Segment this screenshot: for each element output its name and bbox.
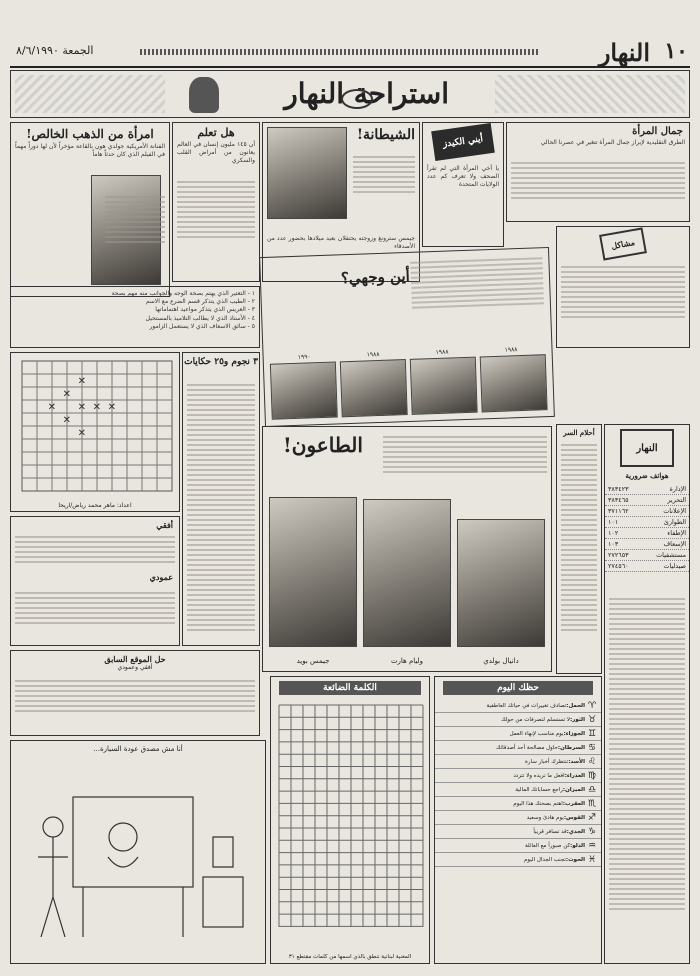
directory-value: ٣٨٣٤٦٥ [608,496,629,504]
where-face-photo-3 [340,359,408,417]
lost-word-footer: المغنية لبنانية تنطق بالذي اسمها من كلمات مقتطع ٣١ [288,954,412,960]
zodiac-row [435,853,601,867]
problems-box [556,226,690,348]
tip-5: ٥ - سائق الاسعاف الذي لا يستعمل الزامور [149,322,255,330]
quotes-box [500,352,552,422]
directory-label: الإدارة [669,485,686,493]
zodiac-name: الحمل: [566,702,585,709]
zodiac-icon: ♎ [587,784,597,795]
gold-woman-article [10,122,170,297]
zodiac-row [435,825,601,839]
did-you-know-body: أن ١٤٥ مليون إنسان في العالم يعانون من أمراض القلب والسكري [177,141,256,165]
love-article [556,424,602,674]
banner [10,70,690,118]
zodiac-icon: ♑ [587,826,597,837]
where-face-year: ١٩٨٨ [504,346,518,354]
zodiac-text: راجع حساباتك المالية [515,786,563,793]
daily-luck-title: حظك اليوم [443,681,593,695]
masthead [10,38,690,68]
zodiac-text: تجنب الجدال اليوم [523,856,566,863]
nahar-directory [604,424,690,964]
stars-tales [182,352,260,646]
beauty-lines [511,159,685,202]
page-number: ١٠ [664,38,688,64]
where-face-photo-4 [270,361,338,419]
directory-row [605,495,689,506]
nahar-box-header [620,429,674,467]
did-you-know-title: هل تعلم [197,126,235,139]
gold-woman-title: امرأة من الذهب الخالص! [26,127,154,141]
zodiac-name: السرطان: [557,744,585,751]
zodiac-icon: ♍ [587,770,597,781]
zodiac-text: افعل ما تريده ولا تتردد [513,772,565,779]
directory-row [605,550,689,561]
gold-woman-body: الفنانة الأمريكية جولدي هون بالقاعة مؤخراً لأن لها دوراً مهماً في الفيلم الذي كان حدثاً هاماً [15,143,165,159]
directory-row [605,517,689,528]
paper-name: النهار [598,38,650,67]
zodiac-icon: ♊ [587,728,597,739]
directory-row [605,539,689,550]
clues-vertical-title: عمودي [149,572,173,582]
zodiac-row [435,797,601,811]
cartoon-drawing [13,767,263,957]
crossword-x-mark: ✕ [92,402,101,413]
directory-value: ٢٧٢٦٥٣ [608,551,629,559]
zodiac-name: الدلو: [570,842,585,849]
plague-photo-2 [363,499,451,647]
crossword-x-mark: ✕ [62,389,71,400]
prev-solution [10,650,260,736]
zodiac-list [435,699,601,867]
love-title: أحلام السر [563,428,595,437]
zodiac-row [435,741,601,755]
prev-solution-sub: أفقي وعمودي [117,664,153,671]
lost-word-grid [273,701,429,937]
issue-date: الجمعة ٨/٦/١٩٩٠ [16,44,94,57]
zodiac-name: العذراء: [564,772,585,779]
problems-title: مشاكل [610,237,636,251]
lost-word-puzzle [270,676,430,964]
daily-luck [434,676,602,964]
clues-horizontal-title: أفقي [156,520,173,530]
zodiac-name: الجدي: [566,828,585,835]
directory-value: ١٠١ [608,518,619,526]
plague-text-lines [383,433,547,476]
prev-solution-lines [15,677,255,715]
crossword-clues [10,516,180,646]
directory-value: ٣٧١١٦٢ [608,507,629,515]
where-face-year: ١٩٨٨ [366,350,380,359]
zodiac-icon: ♈ [587,700,597,711]
directory-value: ١٠٢ [608,529,619,537]
stars-tales-lines [187,381,255,634]
crossword-x-mark: ✕ [47,402,56,413]
directory-title: هواتف ضرورية [625,471,669,480]
crossword-box [10,352,180,512]
plague-photo-3 [269,497,357,647]
directory-lines [609,595,685,913]
zodiac-name: الحوت: [565,856,585,863]
ayni-kidz-badge [431,123,495,161]
did-you-know [172,122,260,282]
directory-row [605,506,689,517]
clues-h-lines [15,533,175,566]
directory-rows [605,484,689,572]
zodiac-row [435,727,601,741]
zodiac-name: القوس: [563,814,585,821]
zodiac-icon: ♓ [587,854,597,865]
lost-word-title: الكلمة الضائعة [279,681,421,695]
zodiac-name: الميزان: [562,786,585,793]
ayni-kidz-article [422,122,504,247]
devil-lines [353,153,415,196]
stars-tales-title: ٣ نجوم و٢٥ حكايات [184,357,258,367]
plague-caption-1: دانيال بولدي [483,657,519,665]
zodiac-name: الجوزاء: [563,730,585,737]
beauty-body: الطرق التقليدية لإبراز جمال المرأة تتغير في عصرنا الحالي [540,139,685,146]
banner-cartoons-right [495,75,685,113]
directory-value: ١٠٣ [608,540,619,548]
zodiac-row [435,699,601,713]
directory-label: الإطفاء [667,529,686,537]
love-lines [561,441,597,634]
prev-solution-title: حل الموقع السابق [104,654,166,664]
directory-row [605,484,689,495]
devil-caption: جيمس سترونغ وزوجته يحتفلان بعيد ميلادها بحضور عدد من الأصدقاء [267,235,415,251]
zodiac-row [435,811,601,825]
zodiac-text: لا تستسلم لتصرفات من حولك [501,716,570,723]
problems-lines [561,263,685,321]
tip-4: ٤ - الأستاذ الذي لا يطالب التلاميذ بالمستحيل [145,314,255,322]
directory-row [605,528,689,539]
where-face-year: ١٩٩٠ [297,353,311,361]
did-you-know-lines [177,178,255,241]
banner-cup-icon [341,89,373,109]
beauty-title: جمال المرأة [632,126,683,137]
directory-label: التحرير [667,496,686,504]
directory-value: ٢٧٤٥٦٠ [608,562,629,570]
directory-label: مستشفيات [656,551,686,559]
problems-tag [599,227,647,260]
gold-woman-lines [105,193,165,246]
zodiac-text: كن صبوراً مع العائلة [525,842,571,849]
tip-1: ١ - التعتير الذي يهتم بصحة الوجه والجوانب منه مهم بصحة [111,290,255,297]
crossword-x-mark: ✕ [77,376,86,387]
plague-caption-2: وليام هارت [390,657,424,665]
devil-photo [267,127,347,219]
tip-3: ٣ - العريس الذي يتذكر مواعيد اهتماماتها [155,306,255,314]
ayni-kidz-body: يا أخي المرأة التي لم تقرأ الصحف ولا تعرف كم عدد الولايات المتحدة [427,165,499,189]
where-face-year: ١٩٨٨ [435,348,449,357]
zodiac-text: يوم هادئ وسعيد [526,814,564,821]
directory-label: الإعلانات [663,507,686,515]
crossword-grid [12,357,180,497]
tips-list [10,286,260,348]
zodiac-name: العقرب: [562,800,585,807]
crossword-x-mark: ✕ [77,428,86,439]
devil-title: الشيطانة! [356,127,415,143]
banner-figure [189,77,219,113]
zodiac-row [435,755,601,769]
directory-label: صيدليات [663,562,686,570]
tip-2: ٢ - الطيب الذي يتذكر قسم الضرع مع الاسم [145,298,255,306]
where-face-title: أين وجهي؟ [340,266,411,288]
banner-title: استراحة النهار [284,77,449,110]
ayni-kidz-title: أيني الكيدز [442,134,484,150]
cartoon-box [10,740,266,964]
zodiac-row [435,839,601,853]
plague-caption-3: جيمس بويد [296,657,330,665]
zodiac-row [435,769,601,783]
zodiac-name: الأسد: [568,758,585,765]
zodiac-text: قد تسافر قريباً [533,828,567,835]
crossword-x-mark: ✕ [62,415,71,426]
directory-value: ٣٨٣٤٢٣ [608,485,629,493]
directory-label: الطوارئ [663,518,686,526]
zodiac-icon: ♉ [587,714,597,725]
zodiac-icon: ♐ [587,812,597,823]
zodiac-icon: ♋ [587,742,597,753]
clues-v-lines [15,589,175,627]
zodiac-text: اهتم بصحتك هذا اليوم [513,800,563,807]
directory-label: الإسعاف [663,540,686,548]
zodiac-name: الثور: [569,716,585,723]
zodiac-icon: ♌ [587,756,597,767]
crossword-credit: اعداد: ماهر محمد رياض/اريحا [58,502,132,509]
plague-article [262,426,552,672]
crossword-x-mark: ✕ [77,402,86,413]
beauty-article [506,122,690,222]
masthead-rule [140,49,540,55]
zodiac-row [435,713,601,727]
cartoon-caption: أنا مش مصدق عودة السيارة... [93,745,183,753]
plague-photo-1 [457,519,545,647]
banner-cartoons-left [15,75,165,113]
zodiac-text: حاول مصالحة أحد أصدقائك [495,744,558,751]
nahar-box-title: النهار [636,442,658,454]
zodiac-icon: ♒ [587,840,597,851]
zodiac-text: تنتظرك أخبار سارة [525,758,569,765]
zodiac-icon: ♏ [587,798,597,809]
where-face-photo-2 [410,357,478,415]
zodiac-text: تصادف تغييرات في حياتك العاطفية [486,702,567,709]
directory-row [605,561,689,572]
crossword-x-mark: ✕ [107,402,116,413]
where-face-text-lines [410,254,544,312]
zodiac-text: يوم مناسب لإنهاء العمل [509,730,564,737]
zodiac-row [435,783,601,797]
plague-title: الطاعون! [283,433,363,457]
